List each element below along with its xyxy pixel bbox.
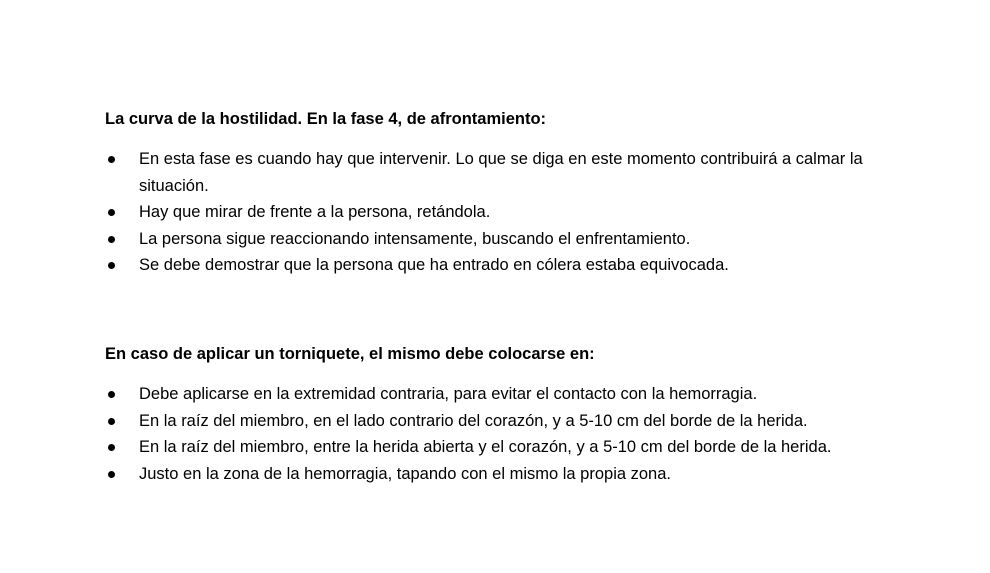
answer-list — [105, 146, 885, 279]
bullet-icon — [108, 236, 115, 243]
bullet-icon — [108, 156, 115, 163]
list-item — [105, 381, 885, 408]
list-item-text: En la raíz del miembro, entre la herida abierta y el corazón, y a 5-10 cm del borde de la herida. — [139, 438, 832, 456]
bullet-icon — [108, 209, 115, 216]
bullet-icon — [108, 391, 115, 398]
list-item-text: Justo en la zona de la hemorragia, tapando con el mismo la propia zona. — [139, 464, 671, 483]
answer-list — [105, 381, 885, 487]
question-section-hostility-curve — [105, 107, 885, 279]
question-section-tourniquet — [105, 342, 885, 487]
list-item — [105, 199, 885, 226]
list-item-text: En esta fase es cuando hay que intervenir. Lo que se diga en este momento contribuirá a calmar la situación. — [139, 150, 863, 195]
list-item-text: En la raíz del miembro, en el lado contrario del corazón, y a 5-10 cm del borde de la herida. — [139, 411, 808, 430]
section-heading: En caso de aplicar un torniquete, el mismo debe colocarse en: — [105, 345, 595, 363]
list-item — [105, 226, 885, 253]
list-item — [105, 434, 885, 461]
bullet-icon — [108, 418, 115, 425]
bullet-icon — [108, 262, 115, 269]
list-item — [105, 146, 885, 199]
list-item-text: Se debe demostrar que la persona que ha entrado en cólera estaba equivocada. — [139, 256, 729, 274]
list-item-text: Hay que mirar de frente a la persona, retándola. — [139, 203, 491, 221]
bullet-icon — [108, 471, 115, 478]
list-item — [105, 252, 885, 279]
list-item — [105, 408, 885, 435]
section-heading: La curva de la hostilidad. En la fase 4, de afrontamiento: — [105, 110, 547, 128]
list-item — [105, 461, 885, 488]
list-item-text: Debe aplicarse en la extremidad contraria, para evitar el contacto con la hemorragia. — [139, 385, 758, 403]
bullet-icon — [108, 444, 115, 451]
list-item-text: La persona sigue reaccionando intensamente, buscando el enfrentamiento. — [139, 229, 691, 248]
